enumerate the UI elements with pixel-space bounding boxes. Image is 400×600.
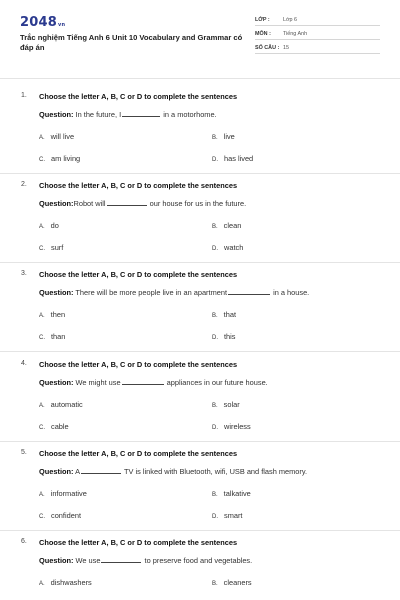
option-text: watch (224, 243, 244, 252)
question-before: We might use (73, 378, 121, 387)
question-instruction: Choose the letter A, B, C or D to complete the sentences (39, 92, 238, 101)
option-b[interactable] (212, 310, 236, 319)
question-before: There will be more people live in an apartment (73, 288, 228, 297)
option-d[interactable] (212, 243, 243, 252)
question-text (39, 378, 268, 387)
option-letter: C. (39, 246, 45, 252)
option-b[interactable] (212, 132, 235, 141)
question-text (39, 199, 246, 208)
option-text: this (224, 332, 236, 341)
option-letter: B. (212, 581, 218, 587)
meta-row-subject (255, 28, 380, 40)
question-divider (0, 530, 400, 531)
meta-row-class (255, 14, 380, 26)
question-after: our house for us in the future. (147, 199, 247, 208)
option-text: has lived (224, 154, 254, 163)
option-letter: A. (39, 581, 45, 587)
option-text: that (223, 310, 236, 319)
option-a[interactable] (39, 221, 59, 230)
answer-blank (107, 199, 147, 206)
answer-blank (228, 288, 270, 295)
option-text: automatic (50, 400, 83, 409)
question-before: A (73, 467, 81, 476)
option-letter: A. (39, 313, 45, 319)
question-text (39, 556, 252, 565)
question-block-5 (0, 449, 400, 539)
question-divider (0, 173, 400, 174)
option-a[interactable] (39, 310, 65, 319)
question-after: appliances in our future house. (164, 378, 268, 387)
option-text: informative (50, 489, 87, 498)
option-letter: B. (212, 224, 218, 230)
option-letter: D. (212, 157, 218, 163)
question-number: 6. (21, 538, 27, 545)
question-prefix: Question: (39, 556, 74, 565)
answer-blank (122, 378, 164, 385)
option-letter: D. (212, 246, 218, 252)
option-letter: C. (39, 335, 45, 341)
header-divider (0, 78, 400, 79)
question-block-4 (0, 360, 400, 450)
question-prefix: Question: (39, 288, 74, 297)
option-b[interactable] (212, 400, 240, 409)
question-text (39, 288, 309, 297)
option-text: smart (224, 511, 243, 520)
logo-text: 2048 (20, 15, 57, 30)
question-instruction: Choose the letter A, B, C or D to complete the sentences (39, 538, 238, 547)
question-instruction: Choose the letter A, B, C or D to complete the sentences (39, 360, 238, 369)
option-letter: A. (39, 224, 45, 230)
question-after: to preserve food and vegetables. (142, 556, 253, 565)
question-divider (0, 351, 400, 352)
question-number: 3. (21, 270, 27, 277)
option-text: cable (51, 422, 69, 431)
question-prefix: Question: (39, 378, 74, 387)
answer-blank (101, 556, 141, 563)
option-text: will live (50, 132, 75, 141)
question-prefix: Question: (39, 110, 74, 119)
logo-suffix: vn (57, 22, 66, 28)
question-number: 5. (21, 449, 27, 456)
question-block-6 (0, 538, 400, 598)
question-prefix: Question: (39, 467, 74, 476)
meta-row-count (255, 42, 380, 54)
question-text (39, 110, 217, 119)
option-letter: B. (212, 313, 218, 319)
option-letter: B. (212, 403, 218, 409)
option-text: surf (51, 243, 64, 252)
option-c[interactable] (39, 243, 63, 252)
option-text: live (223, 132, 235, 141)
option-text: clean (223, 221, 242, 230)
answer-blank (122, 110, 160, 117)
option-letter: A. (39, 403, 45, 409)
question-instruction: Choose the letter A, B, C or D to complete the sentences (39, 181, 238, 190)
option-text: then (50, 310, 66, 319)
option-a[interactable] (39, 489, 87, 498)
meta-value: Tiếng Anh (283, 31, 308, 37)
meta-value: 15 (283, 45, 289, 51)
question-instruction: Choose the letter A, B, C or D to complete the sentences (39, 449, 238, 458)
option-c[interactable] (39, 511, 81, 520)
option-letter: B. (212, 135, 218, 141)
option-letter: A. (39, 492, 45, 498)
option-text: than (51, 332, 66, 341)
question-after: in a motorhome. (161, 110, 217, 119)
option-letter: C. (39, 157, 45, 163)
option-text: confident (51, 511, 81, 520)
option-text: solar (223, 400, 240, 409)
option-b[interactable] (212, 221, 241, 230)
option-text: wireless (224, 422, 251, 431)
option-a[interactable] (39, 132, 74, 141)
option-letter: C. (39, 514, 45, 520)
question-prefix: Question: (39, 199, 74, 208)
option-letter: A. (39, 135, 45, 141)
question-before: In the future, I (73, 110, 122, 119)
option-text: dishwashers (50, 578, 92, 587)
question-before: We use (73, 556, 101, 565)
option-c[interactable] (39, 422, 69, 431)
option-c[interactable] (39, 332, 65, 341)
question-block-1 (0, 92, 400, 182)
option-a[interactable] (39, 400, 83, 409)
question-number: 2. (21, 181, 27, 188)
option-text: am living (51, 154, 81, 163)
meta-label: LỚP : (255, 17, 270, 23)
option-text: talkative (223, 489, 251, 498)
option-letter: C. (39, 425, 45, 431)
option-b[interactable] (212, 578, 252, 587)
option-d[interactable] (212, 332, 236, 341)
page-header (0, 0, 400, 72)
option-letter: B. (212, 492, 218, 498)
document-title: Trắc nghiệm Tiếng Anh 6 Unit 10 Vocabulary and Grammar có đáp án (20, 33, 243, 52)
option-text: cleaners (223, 578, 252, 587)
option-letter: D. (212, 425, 218, 431)
question-number: 1. (21, 92, 27, 99)
option-letter: D. (212, 514, 218, 520)
question-instruction: Choose the letter A, B, C or D to complete the sentences (39, 270, 238, 279)
option-c[interactable] (39, 154, 80, 163)
answer-blank (81, 467, 121, 474)
option-d[interactable] (212, 154, 253, 163)
question-before: Robot will (73, 199, 106, 208)
meta-label: MÔN : (255, 31, 271, 37)
question-text (39, 467, 307, 476)
option-d[interactable] (212, 511, 242, 520)
option-text: do (50, 221, 59, 230)
option-a[interactable] (39, 578, 92, 587)
question-divider (0, 262, 400, 263)
site-logo[interactable] (20, 15, 65, 30)
question-block-3 (0, 270, 400, 360)
option-letter: D. (212, 335, 218, 341)
question-number: 4. (21, 360, 27, 367)
question-after: TV is linked with Bluetooth, wifi, USB and flash memory. (122, 467, 308, 476)
option-b[interactable] (212, 489, 251, 498)
option-d[interactable] (212, 422, 251, 431)
meta-label: SỐ CÂU : (255, 45, 280, 51)
question-after: in a house. (271, 288, 310, 297)
meta-value: Lớp 6 (283, 17, 298, 23)
question-divider (0, 441, 400, 442)
question-block-2 (0, 181, 400, 271)
